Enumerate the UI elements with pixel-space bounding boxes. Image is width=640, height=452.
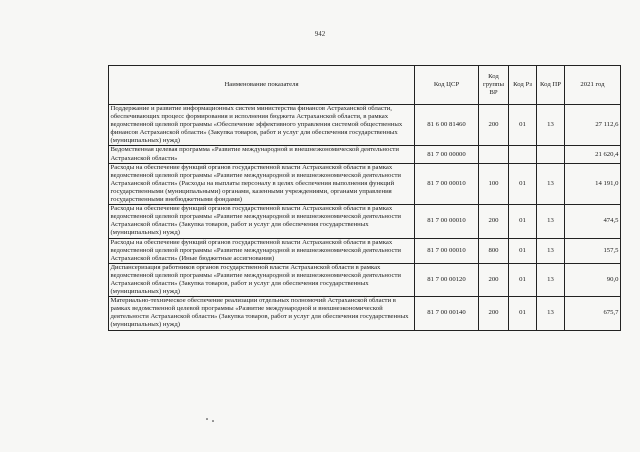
row-amount: 21 620,4: [565, 146, 621, 163]
row-name: Расходы на обеспечение функций органов государственной власти Астраханской области в рамках ведомственной целевой программы «Развитие международной и внешнеэкономической деятельности Астраханской области» (Расходы на выплаты персоналу в целях обеспечения выполнения функций государственными (муниципальными) органами, казенными учреждениями, органами управления государственными внебюджетными фондами): [109, 163, 415, 204]
row-pr: 13: [537, 263, 565, 296]
table-row: [109, 163, 621, 204]
scan-speck: [212, 420, 214, 422]
row-vr: 200: [479, 297, 509, 330]
page-number: 942: [314, 30, 326, 38]
row-pr: [537, 146, 565, 163]
table-row: [109, 146, 621, 163]
row-vr: 200: [479, 105, 509, 146]
table-row: [109, 263, 621, 296]
row-rz: 01: [509, 205, 537, 238]
row-vr: 200: [479, 205, 509, 238]
row-name: Расходы на обеспечение функций органов государственной власти Астраханской области в рамках ведомственной целевой программы «Развитие международной и внешнеэкономической деятельности Астраханской области» (Иные бюджетные ассигнования): [109, 238, 415, 263]
table-row: [109, 297, 621, 330]
header-vr: Код группы ВР: [479, 66, 509, 105]
row-amount: 90,0: [565, 263, 621, 296]
row-amount: 27 112,6: [565, 105, 621, 146]
table-row: [109, 105, 621, 146]
table-row: [109, 238, 621, 263]
row-name: Поддержание и развитие информационных систем министерства финансов Астраханской области, обеспечивающих процесс формирования и исполнения бюджета Астраханской области, в рамках ведомственной целевой программы «Обеспечение эффективного управления системой общественных финансов Астраханской области» (Закупка товаров, работ и услуг для обеспечения государственных (муниципальных) нужд): [109, 105, 415, 146]
row-csr: 81 7 00 00010: [415, 238, 479, 263]
row-rz: 01: [509, 163, 537, 204]
row-rz: 01: [509, 105, 537, 146]
row-name: Диспансеризация работников органов государственной власти Астраханской области в рамках ведомственной целевой программы «Развитие международной и внешнеэкономической деятельности Астраханской области» (Закупка товаров, работ и услуг для обеспечения государственных (муниципальных) нужд): [109, 263, 415, 296]
row-csr: 81 6 00 81460: [415, 105, 479, 146]
row-rz: [509, 146, 537, 163]
row-amount: 157,5: [565, 238, 621, 263]
row-csr: 81 7 00 00010: [415, 205, 479, 238]
row-rz: 01: [509, 238, 537, 263]
row-pr: 13: [537, 105, 565, 146]
row-amount: 14 191,0: [565, 163, 621, 204]
table-header-row: [109, 66, 621, 105]
row-vr: 800: [479, 238, 509, 263]
row-rz: 01: [509, 297, 537, 330]
table-row: [109, 205, 621, 238]
row-vr: [479, 146, 509, 163]
row-pr: 13: [537, 297, 565, 330]
row-amount: 474,5: [565, 205, 621, 238]
header-name: Наименование показателя: [109, 66, 415, 105]
row-amount: 675,7: [565, 297, 621, 330]
row-csr: 81 7 00 00000: [415, 146, 479, 163]
scan-speck: [206, 418, 208, 420]
row-vr: 200: [479, 263, 509, 296]
row-pr: 13: [537, 238, 565, 263]
header-pr: Код ПР: [537, 66, 565, 105]
header-csr: Код ЦСР: [415, 66, 479, 105]
row-vr: 100: [479, 163, 509, 204]
row-rz: 01: [509, 263, 537, 296]
header-rz: Код Рз: [509, 66, 537, 105]
row-csr: 81 7 00 00010: [415, 163, 479, 204]
row-name: Ведомственная целевая программа «Развитие международной и внешнеэкономической деятельности Астраханской области»: [109, 146, 415, 163]
row-csr: 81 7 00 00120: [415, 263, 479, 296]
header-year: 2021 год: [565, 66, 621, 105]
row-name: Материально-техническое обеспечение реализации отдельных полномочий Астраханской области в рамках ведомственной целевой программы «Развитие международной и внешнеэкономической деятельности Астраханской области» (Закупка товаров, работ и услуг для обеспечения государственных (муниципальных) нужд): [109, 297, 415, 330]
row-csr: 81 7 00 00140: [415, 297, 479, 330]
budget-table: [108, 65, 621, 331]
row-pr: 13: [537, 205, 565, 238]
row-name: Расходы на обеспечение функций органов государственной власти Астраханской области в рамках ведомственной целевой программы «Развитие международной и внешнеэкономической деятельности Астраханской области» (Закупка товаров, работ и услуг для обеспечения государственных (муниципальных) нужд): [109, 205, 415, 238]
row-pr: 13: [537, 163, 565, 204]
